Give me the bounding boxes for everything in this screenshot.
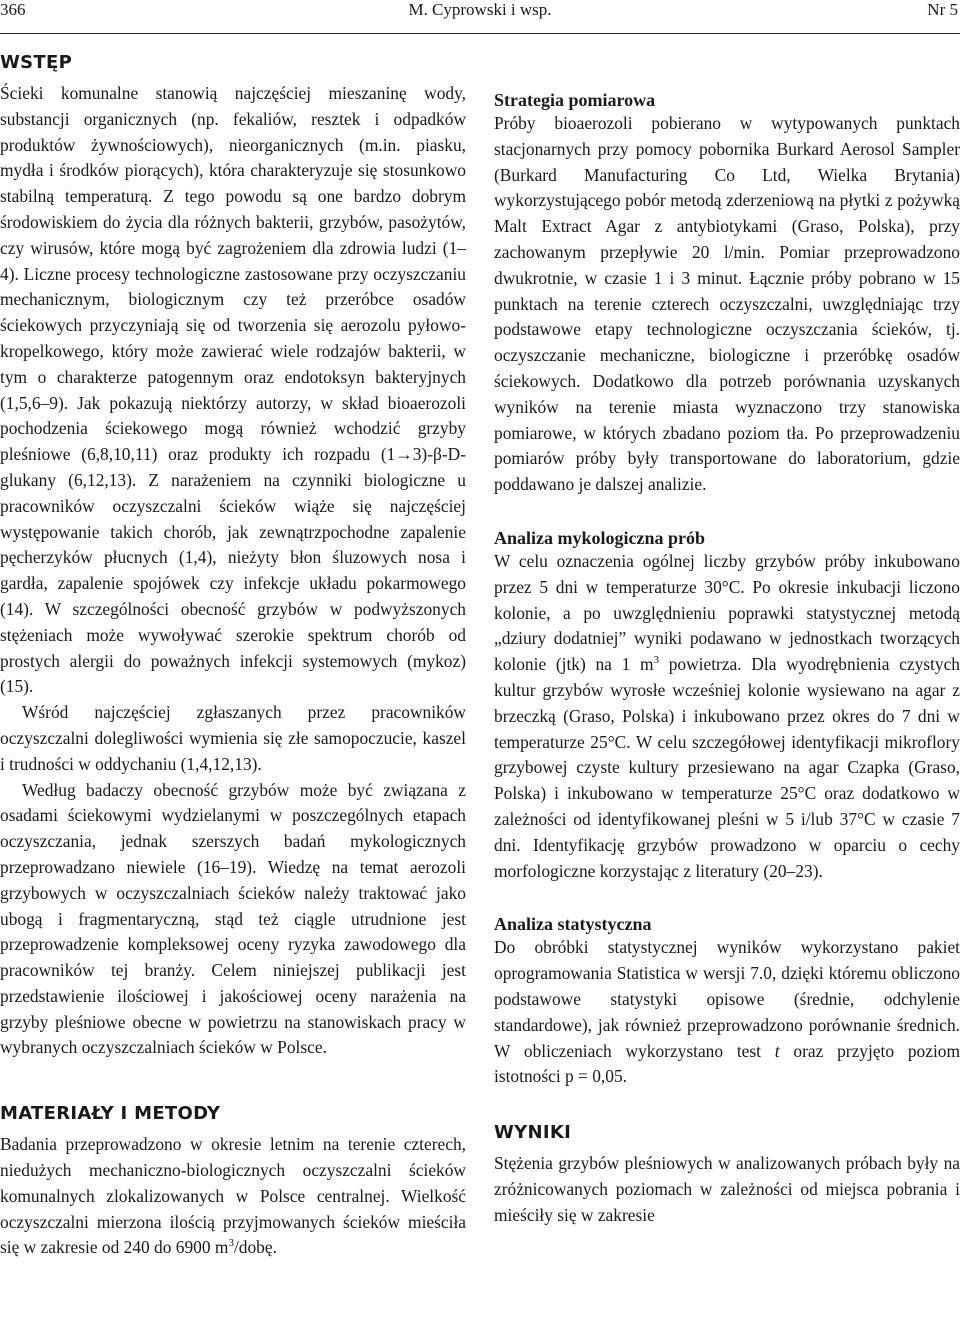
running-authors: M. Cyprowski i wsp. — [408, 0, 552, 19]
statistics-paragraph: Do obróbki statystycznej wyników wykorzystano pakiet oprogramowania Statistica w wersji 7.0, dzięki któremu obliczono podstawowe statystyki opisowe (średnie, odchylenie standardowe), jak również przeprowadzono porównanie średnich. W obliczeniach wykorzystano test t oraz przyjęto poziom istotności p = 0,05. — [494, 937, 960, 1087]
results-paragraph: Stężenia grzybów pleśniowych w analizowanych próbach były na zróżnicowanych poziomach w zależności od miejsca pobrania i mieściły się w zakresie — [494, 1153, 960, 1225]
intro-paragraph-3: Według badaczy obecność grzybów może być związana z osadami ściekowymi wydzielanymi w poszczególnych etapach oczyszczania, jednak szerszych badań mykologicznych przeprowadzano niewiele (16–19). Wiedzę na temat aerozoli grzybowych w oczyszczalniach ścieków należy traktować jako ubogą i fragmentaryczną, stąd też ciągle utrudnione jest przeprowadzenie kompleksowej oceny ryzyka zawodowego dla pracowników tej branży. Celem niniejszej publikacji jest przedstawienie ilościowej i jakościowej oceny narażenia na grzyby pleśniowe obecne w powietrzu na stanowiskach pracy w wybranych oczyszczalniach ścieków w Polsce. — [0, 779, 466, 1058]
section-gap — [494, 884, 960, 914]
strategy-heading: Strategia pomiarowa — [494, 90, 656, 110]
strategy-paragraph: Próby bioaerozoli pobierano w wytypowanych punktach stacjonarnych przy pomocy pobornika Burkard Aerosol Sampler (Burkard Manufacturing Co Ltd, Wielka Brytania) wykorzystującego pobór metodą zderzeniową na płytki z pożywką Malt Extract Agar z antybiotykami (Graso, Polska), przy zachowanym przepływie 20 l/min. Pomiar przeprowadzono dwukrotnie, w czasie 1 i 3 minut. Łącznie próby pobrano w 15 punktach na terenie czterech oczyszczalni, uwzględniając trzy podstawowe etapy technologiczne oczyszczania ścieków, tj. oczyszczanie mechaniczne, biologiczne i przeróbkę osadów ściekowych. Dodatkowo dla potrzeb porównania uzyskanych wyników na terenie miasta wyznaczono trzy stanowiska pomiarowe, w których zbadano poziom tła. Po przeprowadzeniu pomiarów próby były transportowane do laboratorium, gdzie poddawano je dalszej analizie. — [494, 113, 960, 495]
page-number: 366 — [0, 0, 26, 19]
methods-heading: MATERIAŁY I METODY — [0, 1103, 221, 1125]
section-gap — [494, 498, 960, 528]
mycology-paragraph: W celu oznaczenia ogólnej liczby grzybów próby inkubowano przez 5 dni w temperaturze 30°C. Po okresie inkubacji liczono kolonie, a po uwzględnieniu poprawki statystycznej metodą „dziury dodatniej” wyniki podawano w jednostkach tworzących kolonie (jtk) na 1 $m^3$ powietrza. Dla wyodrębnienia czystych kultur grzybów wyrosłe wcześniej kolonie wysiewano na agar z brzeczką (Graso, Polska) i inkubowano przez okres do 7 dni w temperaturze 25°C. W celu szczegółowej identyfikacji mikroflory grzybowej czyste kultury przesiewano na agar Czapka (Graso, Polska) i inkubowano w temperaturze 25°C oraz dodatkowo w zależności od identyfikowanej pleśni w 5 i/lub 37°C w czasie 7 dni. Identyfikację grzybów prowadzono w oparciu o cechy morfologiczne korzystając z literatury (20–23). — [494, 550, 960, 881]
right-column — [494, 90, 960, 1228]
left-column — [0, 52, 466, 1261]
results-heading: WYNIKI — [494, 1122, 572, 1144]
intro-heading: WSTĘP — [0, 52, 73, 73]
statistics-heading: Analiza statystyczna — [494, 914, 652, 935]
intro-paragraph-1: Ścieki komunalne stanowią najczęściej mieszaninę wody, substancji organicznych (np. fekaliów, resztek i odpadków produktów żywnościowych), nieorganicznych (m.in. piasku, mydła i środków piorących), która charakteryzuje się stosunkowo stabilną temperaturą. Z tego powodu są one bardzo dobrym środowiskiem do życia dla różnych bakterii, grzybów, pasożytów, czy wirusów, które mogą być zagrożeniem dla zdrowia ludzi (1–4). Liczne procesy technologiczne zastosowane przy oczyszczaniu mechanicznym, biologicznym czy też przeróbce osadów ściekowych przyczyniają się od tworzenia się aerozolu pyłowo-kropelkowego, który może zawierać wiele rodzajów bakterii, w tym o charakterze patogennym oraz endotoksyn bakteryjnych (1,5,6–9). Jak pokazują niektórzy autorzy, w skład bioaerozoli pochodzenia ściekowego mogą również wchodzić grzyby pleśniowe (6,8,10,11) oraz produkty ich rozpadu (1→3)-β-D-glukany (6,12,13). Z narażeniem na czynniki biologiczne u pracowników oczyszczalni ścieków wiąże się najczęściej występowanie takich chorób, jak zewnątrzpochodne zapalenie pęcherzyków płucnych (1,4), nieżyty błon śluzowych nosa i gardła, zapalenie spojówek czy infekcje układu pokarmowego (14). W szczególności obecność grzybów w podwyższonych stężeniach może wywoływać szerokie spektrum chorób od prostych alergii do poważnych infekcji systemowych (mykoz) (15). — [0, 83, 466, 697]
section-gap — [494, 1090, 960, 1122]
header-rule — [0, 33, 960, 34]
mycology-heading: Analiza mykologiczna prób — [494, 527, 706, 548]
methods-paragraph: Badania przeprowadzono w okresie letnim na terenie czterech, niedużych mechaniczno-biologicznych oczyszczalni ścieków komunalnych zlokalizowanych w Polsce centralnej. Wielkość oczyszczalni mierzona ilością przyjmowanych ścieków mieściła się w zakresie od 240 do 6900 $m^3$/dobę. — [0, 1134, 466, 1258]
running-header — [0, 0, 960, 24]
section-gap — [0, 1061, 466, 1103]
intro-paragraph-2: Wśród najczęściej zgłaszanych przez pracowników oczyszczalni dolegliwości wymienia się złe samopoczucie, kaszel i trudności w oddychaniu (1,4,12,13). — [0, 702, 466, 774]
issue-number: Nr 5 — [927, 0, 958, 19]
